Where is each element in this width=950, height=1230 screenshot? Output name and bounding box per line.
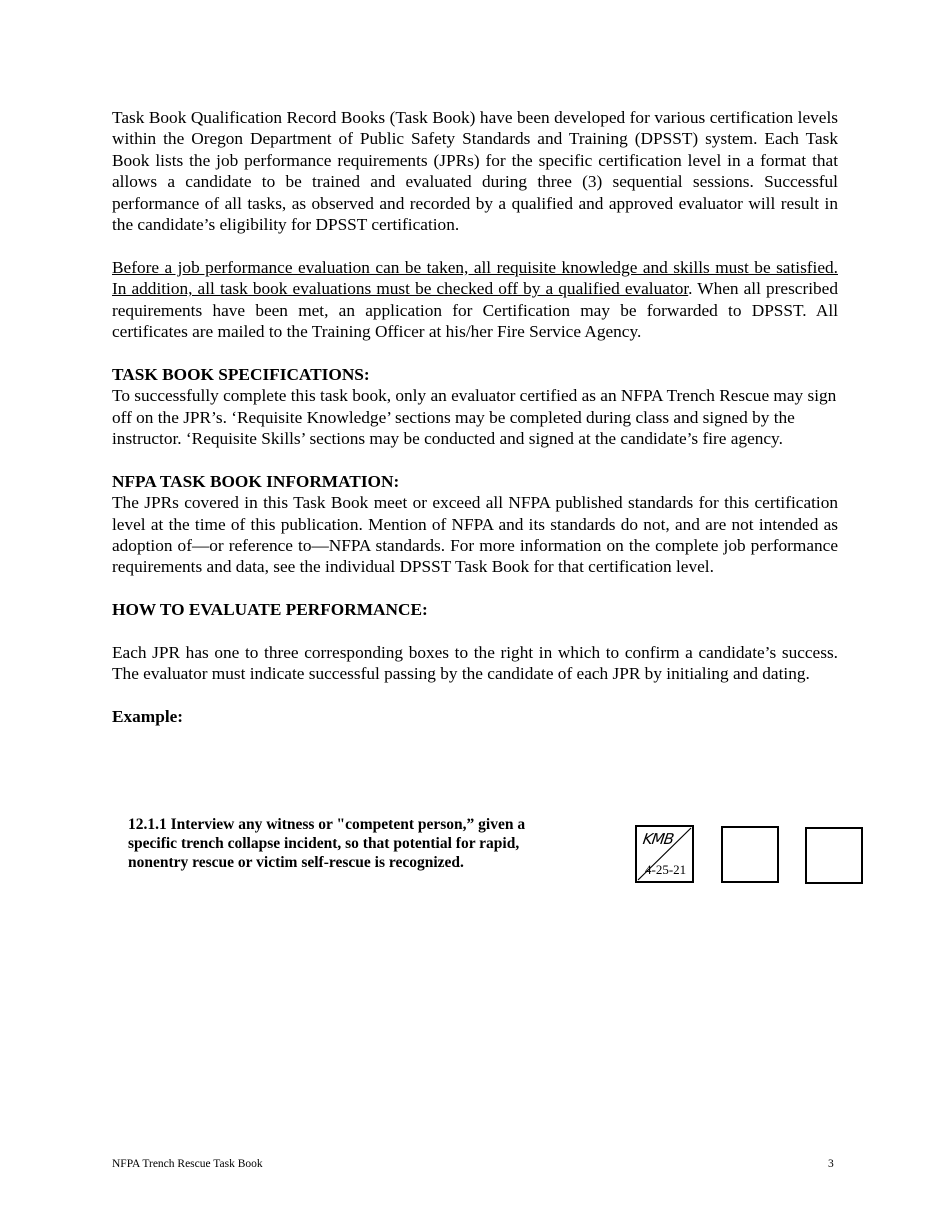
requirements-text: . When all prescribed requirements have been met, an application for Certification may be forwarded to DPSST. All certificates are mailed to the Training Officer at his/her Fire Service Agency. xyxy=(112,279,838,342)
example-heading: Example: xyxy=(112,707,184,727)
specifications-heading: TASK BOOK SPECIFICATIONS: xyxy=(112,364,370,384)
page-body xyxy=(112,107,838,728)
requirements-paragraph xyxy=(112,257,838,343)
evaluate-heading: HOW TO EVALUATE PERFORMANCE: xyxy=(112,600,428,620)
evaluation-box-empty xyxy=(721,826,779,883)
example-jpr-text: 12.1.1 Interview any witness or "competent person,” given a specific trench collapse incident, so that potential for rapid, nonentry rescue or victim self-rescue is recognized. xyxy=(128,816,526,871)
evaluate-body: Each JPR has one to three corresponding boxes to the right in which to confirm a candidate’s success. The evaluator must indicate successful passing by the candidate of each JPR by initialing and dating. xyxy=(112,643,838,684)
evaluation-box-signed xyxy=(635,825,694,883)
page-number: 3 xyxy=(828,1158,834,1170)
specifications-body: To successfully complete this task book, only an evaluator certified as an NFPA Trench Rescue may sign off on the JPR’s. ‘Requisite Knowledge’ sections may be completed during class and signed by the instructor. ‘Requisite Skills’ sections may be conducted and signed at the candidate’s fire agency. xyxy=(112,386,837,449)
footer-title: NFPA Trench Rescue Task Book xyxy=(112,1158,263,1170)
evaluation-box-empty xyxy=(805,827,863,884)
evaluator-initials: KMB xyxy=(641,830,675,848)
nfpa-info-heading: NFPA TASK BOOK INFORMATION: xyxy=(112,471,400,491)
nfpa-info-body: The JPRs covered in this Task Book meet or exceed all NFPA published standards for this certification level at the time of this publication. Mention of NFPA and its standards do not, and are not intended as adoption of—or reference to—NFPA standards. For more information on the complete job performance requirements and data, see the individual DPSST Task Book for that certification level. xyxy=(112,493,838,577)
requirements-underlined-text: Before a job performance evaluation can be taken, all requisite knowledge and skills must be satisfied. In addition, all task book evaluations must be checked off by a qualified evaluator xyxy=(112,257,838,299)
evaluation-date: 4-25-21 xyxy=(645,862,687,877)
intro-paragraph: Task Book Qualification Record Books (Task Book) have been developed for various certification levels within the Oregon Department of Public Safety Standards and Training (DPSST) system. Each Task Book lists the job performance requirements (JPRs) for the specific certification level in a format that allows a candidate to be trained and evaluated during three (3) sequential sessions. Successful performance of all tasks, as observed and recorded by a qualified and approved evaluator will result in the candidate’s eligibility for DPSST certification. xyxy=(112,108,838,235)
